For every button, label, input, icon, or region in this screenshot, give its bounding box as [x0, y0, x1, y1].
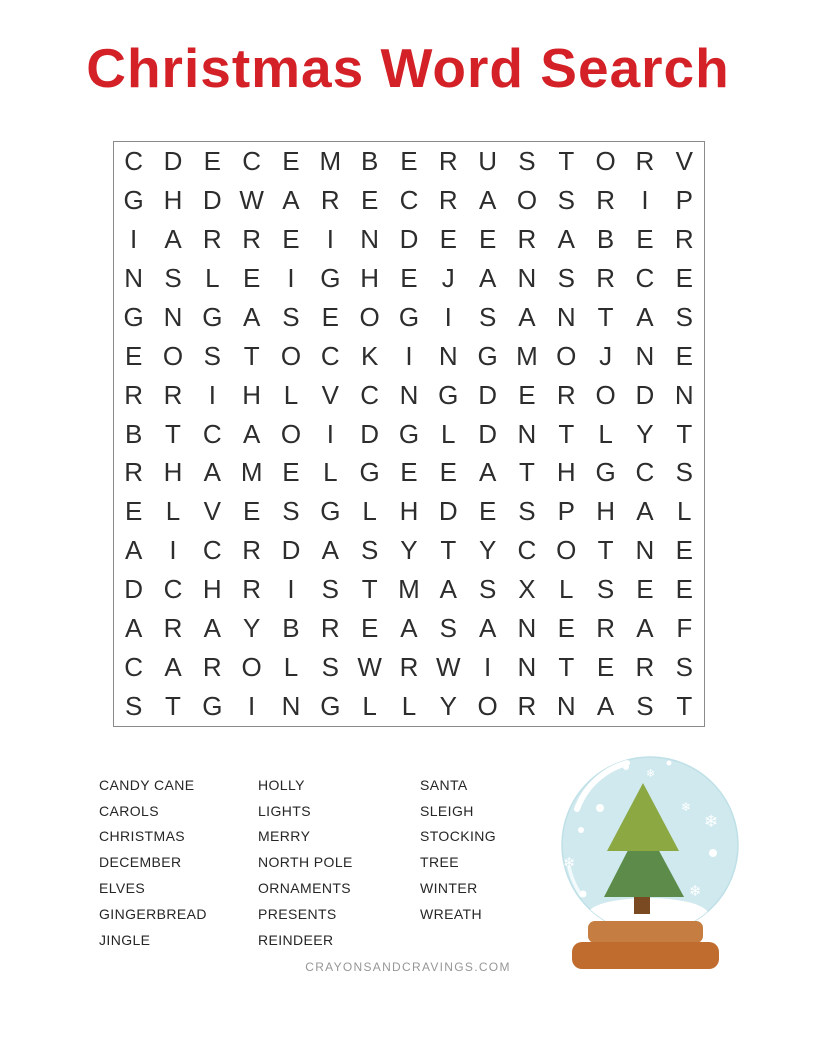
grid-cell: R	[438, 145, 458, 176]
tree-trunk	[634, 895, 650, 914]
grid-cell: N	[635, 535, 655, 566]
grid-cell: R	[596, 184, 615, 215]
grid-cell: S	[557, 184, 575, 215]
grid-cell: C	[635, 262, 655, 293]
grid-cell: V	[321, 379, 339, 410]
grid-cell: E	[360, 613, 379, 644]
grid-cell: G	[438, 379, 459, 410]
word-list-item: JINGLE	[99, 931, 151, 948]
grid-cell: S	[203, 340, 221, 371]
snow-dot	[623, 764, 629, 770]
grid-cell: S	[282, 301, 300, 332]
grid-cell: D	[478, 379, 497, 410]
grid-cell: P	[557, 496, 575, 527]
grid-cell: E	[242, 262, 261, 293]
grid-cell: A	[478, 457, 497, 488]
grid-cell: E	[360, 184, 379, 215]
grid-cell: G	[320, 262, 341, 293]
grid-row	[114, 531, 704, 570]
grid-cell: P	[675, 184, 693, 215]
grid-cell: C	[202, 418, 222, 449]
grid-cell: E	[439, 223, 457, 254]
grid-cell: B	[596, 223, 615, 254]
grid-cell: D	[360, 418, 380, 449]
grid-cell: A	[164, 652, 182, 683]
grid-cell: L	[205, 262, 220, 293]
grid-cell: H	[163, 457, 183, 488]
word-list-item: STOCKING	[420, 828, 497, 845]
grid-cell: T	[243, 340, 260, 371]
grid-cell: O	[477, 691, 498, 722]
grid-cell: S	[675, 652, 693, 683]
grid-cell: F	[676, 613, 693, 644]
grid-cell: M	[240, 457, 263, 488]
grid-cell: E	[439, 457, 457, 488]
grid-cell: S	[321, 574, 339, 605]
grid-cell: L	[283, 379, 299, 410]
grid-cell: Y	[400, 535, 418, 566]
grid-cell: G	[398, 301, 420, 332]
grid-cell: R	[517, 691, 537, 722]
grid-cell: N	[517, 652, 537, 683]
grid-cell: E	[400, 262, 418, 293]
grid-cell: A	[518, 301, 536, 332]
snowflake-icon: ❄	[681, 800, 692, 814]
word-list-item: CHRISTMAS	[99, 828, 186, 845]
grid-cell: Y	[439, 691, 457, 722]
grid-cell: S	[675, 301, 693, 332]
grid-cell: S	[636, 691, 654, 722]
grid-row	[114, 648, 704, 687]
grid-cell: S	[518, 496, 536, 527]
grid-cell: A	[439, 574, 457, 605]
grid-cell: N	[556, 301, 576, 332]
grid-cell: H	[360, 262, 380, 293]
grid-cell: E	[596, 652, 615, 683]
word-list-item: LIGHTS	[258, 802, 311, 819]
grid-cell: R	[320, 613, 340, 644]
grid-cell: R	[163, 613, 183, 644]
grid-cell: A	[596, 691, 615, 722]
grid-row	[114, 181, 704, 220]
grid-cell: A	[282, 184, 300, 215]
grid-cell: A	[400, 613, 418, 644]
grid-cell: R	[596, 262, 615, 293]
grid-cell: E	[124, 496, 143, 527]
grid-cell: E	[321, 301, 339, 332]
grid-cell: R	[202, 652, 222, 683]
grid-cell: O	[280, 418, 302, 449]
grid-cell: I	[130, 223, 138, 254]
snow-dot	[578, 827, 584, 833]
grid-cell: E	[400, 457, 418, 488]
grid-row	[114, 337, 704, 376]
grid-cell: A	[478, 262, 497, 293]
grid-cell: D	[202, 184, 222, 215]
grid-cell: G	[202, 301, 223, 332]
grid-cell: C	[163, 574, 183, 605]
grid-cell: C	[202, 535, 222, 566]
grid-cell: S	[282, 496, 300, 527]
word-list-item: WREATH	[420, 905, 483, 922]
grid-cell: G	[320, 496, 341, 527]
grid-cell: A	[164, 223, 182, 254]
grid-cell: L	[598, 418, 613, 449]
grid-cell: D	[635, 379, 655, 410]
grid-cell: E	[478, 496, 497, 527]
grid-cell: G	[123, 301, 144, 332]
grid-cell: E	[242, 496, 261, 527]
grid-cell: T	[558, 418, 575, 449]
grid-cell: N	[124, 262, 144, 293]
grid-cell: M	[319, 145, 342, 176]
grid-cell: T	[676, 691, 693, 722]
grid-cell: T	[597, 301, 614, 332]
grid-cell: S	[518, 145, 536, 176]
grid-cell: H	[202, 574, 222, 605]
grid-cell: O	[280, 340, 302, 371]
grid-cell: C	[635, 457, 655, 488]
word-list-item: TREE	[420, 854, 459, 871]
grid-cell: O	[241, 652, 262, 683]
grid-cell: G	[398, 418, 420, 449]
grid-cell: C	[124, 145, 144, 176]
grid-row	[114, 376, 704, 415]
snow-globe-illustration	[549, 747, 754, 982]
grid-cell: R	[124, 457, 144, 488]
grid-cell: O	[516, 184, 538, 215]
grid-row	[114, 687, 704, 726]
grid-cell: A	[636, 301, 654, 332]
grid-cell: N	[281, 691, 301, 722]
grid-cell: R	[635, 652, 655, 683]
grid-cell: T	[597, 535, 614, 566]
word-list-item: DECEMBER	[99, 854, 182, 871]
grid-cell: I	[169, 535, 177, 566]
grid-row	[114, 454, 704, 493]
grid-cell: E	[400, 145, 418, 176]
grid-cell: N	[517, 262, 537, 293]
grid-cell: A	[636, 613, 654, 644]
snow-dot	[580, 891, 587, 898]
grid-cell: I	[444, 301, 452, 332]
grid-cell: I	[326, 418, 334, 449]
grid-cell: S	[478, 301, 497, 332]
grid-cell: N	[360, 223, 380, 254]
grid-cell: H	[242, 379, 262, 410]
grid-cell: L	[362, 496, 377, 527]
grid-cell: I	[641, 184, 649, 215]
grid-cell: H	[163, 184, 183, 215]
word-list	[99, 772, 539, 957]
grid-cell: E	[636, 223, 654, 254]
grid-cell: R	[320, 184, 340, 215]
grid-cell: S	[675, 457, 693, 488]
grid-cell: C	[320, 340, 340, 371]
grid-cell: H	[399, 496, 419, 527]
snow-dot	[709, 849, 717, 857]
snowflake-icon: ❄	[689, 882, 702, 900]
grid-row	[114, 609, 704, 648]
grid-row	[114, 220, 704, 259]
grid-cell: M	[398, 574, 420, 605]
grid-cell: A	[242, 418, 261, 449]
grid-cell: L	[165, 496, 181, 527]
grid-cell: T	[165, 418, 181, 449]
grid-row	[114, 259, 704, 298]
grid-cell: D	[163, 145, 183, 176]
word-list-item: CAROLS	[99, 802, 159, 819]
grid-cell: S	[360, 535, 379, 566]
grid-cell: A	[124, 613, 143, 644]
grid-cell: C	[242, 145, 262, 176]
grid-cell: O	[595, 379, 616, 410]
page-title: Christmas Word Search	[86, 37, 730, 99]
grid-cell: R	[242, 535, 262, 566]
grid-cell: C	[517, 535, 537, 566]
grid-row	[114, 142, 704, 181]
grid-cell: A	[203, 457, 221, 488]
word-list-item: MERRY	[258, 828, 311, 845]
grid-cell: L	[323, 457, 338, 488]
grid-cell: J	[599, 340, 613, 371]
grid-cell: D	[399, 223, 419, 254]
globe-base-upper	[588, 921, 703, 943]
grid-cell: E	[282, 223, 300, 254]
word-list-column	[99, 772, 207, 953]
grid-cell: A	[478, 184, 497, 215]
grid-cell: E	[124, 340, 143, 371]
grid-cell: R	[399, 652, 419, 683]
grid-cell: A	[321, 535, 339, 566]
grid-cell: N	[163, 301, 183, 332]
grid-cell: K	[360, 340, 379, 371]
grid-cell: S	[124, 691, 143, 722]
grid-cell: N	[517, 418, 537, 449]
grid-cell: D	[478, 418, 497, 449]
word-list-item: NORTH POLE	[258, 854, 353, 871]
grid-cell: R	[124, 379, 144, 410]
grid-cell: H	[556, 457, 576, 488]
grid-row	[114, 415, 704, 454]
snow-dot	[596, 804, 604, 812]
grid-cell: R	[242, 574, 262, 605]
word-list-item: HOLLY	[258, 776, 305, 793]
grid-cell: O	[556, 340, 577, 371]
grid-cell: V	[203, 496, 221, 527]
grid-cell: B	[124, 418, 143, 449]
grid-cell: C	[360, 379, 380, 410]
word-list-column	[258, 772, 353, 953]
snowflake-icon: ❄	[646, 767, 656, 780]
word-list-item: SLEIGH	[420, 802, 474, 819]
snowflake-icon: ❄	[563, 854, 576, 872]
grid-cell: U	[478, 145, 497, 176]
grid-cell: D	[124, 574, 144, 605]
word-list-column	[420, 772, 496, 927]
grid-cell: E	[282, 145, 300, 176]
grid-cell: G	[359, 457, 380, 488]
grid-cell: E	[675, 574, 693, 605]
grid-cell: B	[282, 613, 300, 644]
grid-cell: T	[440, 535, 457, 566]
grid-cell: H	[596, 496, 615, 527]
grid-cell: R	[556, 379, 576, 410]
grid-cell: T	[676, 418, 693, 449]
grid-cell: B	[360, 145, 379, 176]
grid-cell: S	[439, 613, 457, 644]
grid-cell: I	[326, 223, 334, 254]
grid-cell: I	[287, 574, 295, 605]
word-list-item: PRESENTS	[258, 905, 337, 922]
grid-cell: E	[478, 223, 497, 254]
grid-cell: L	[559, 574, 574, 605]
snowflake-icon: ❄	[704, 812, 719, 832]
grid-cell: Y	[636, 418, 654, 449]
grid-cell: L	[441, 418, 456, 449]
grid-row	[114, 492, 704, 531]
grid-cell: V	[675, 145, 693, 176]
grid-cell: A	[636, 496, 654, 527]
grid-cell: E	[675, 340, 693, 371]
grid-row	[114, 570, 704, 609]
grid-cell: R	[674, 223, 694, 254]
grid-cell: T	[558, 145, 575, 176]
word-list-item: WINTER	[420, 880, 478, 897]
grid-cell: I	[248, 691, 256, 722]
word-search-grid	[113, 141, 705, 727]
grid-cell: W	[436, 652, 461, 683]
grid-cell: E	[518, 379, 536, 410]
grid-cell: Y	[478, 535, 497, 566]
grid-cell: N	[399, 379, 419, 410]
word-list-item: REINDEER	[258, 931, 334, 948]
grid-cell: A	[478, 613, 497, 644]
grid-cell: N	[438, 340, 458, 371]
grid-cell: T	[165, 691, 181, 722]
grid-cell: N	[674, 379, 694, 410]
grid-cell: O	[556, 535, 577, 566]
grid-cell: S	[557, 262, 575, 293]
grid-cell: L	[677, 496, 692, 527]
grid-cell: G	[595, 457, 616, 488]
grid-cell: J	[441, 262, 455, 293]
grid-cell: C	[399, 184, 419, 215]
grid-cell: X	[518, 574, 536, 605]
grid-cell: Y	[242, 613, 261, 644]
grid-cell: T	[361, 574, 378, 605]
grid-cell: E	[675, 262, 693, 293]
grid-cell: L	[401, 691, 417, 722]
grid-cell: R	[242, 223, 262, 254]
grid-cell: C	[124, 652, 144, 683]
grid-cell: E	[636, 574, 654, 605]
grid-cell: W	[357, 652, 382, 683]
grid-cell: W	[239, 184, 264, 215]
grid-cell: A	[124, 535, 143, 566]
grid-cell: A	[242, 301, 261, 332]
grid-cell: O	[359, 301, 380, 332]
grid-cell: I	[484, 652, 492, 683]
grid-cell: D	[281, 535, 301, 566]
grid-cell: N	[517, 613, 537, 644]
grid-cell: G	[202, 691, 223, 722]
word-list-item: GINGERBREAD	[99, 905, 207, 922]
word-list-item: SANTA	[420, 776, 468, 793]
grid-cell: R	[163, 379, 183, 410]
snow-dot	[667, 761, 672, 766]
page-footer: CRAYONSANDCRAVINGS.COM	[305, 960, 511, 974]
grid-cell: T	[558, 652, 575, 683]
grid-cell: A	[203, 613, 221, 644]
word-list-item: ELVES	[99, 880, 146, 897]
word-list-item: ORNAMENTS	[258, 880, 352, 897]
grid-cell: I	[208, 379, 216, 410]
grid-cell: R	[635, 145, 655, 176]
grid-cell: G	[320, 691, 341, 722]
grid-cell: D	[438, 496, 458, 527]
grid-cell: S	[596, 574, 615, 605]
grid-cell: G	[477, 340, 498, 371]
grid-cell: O	[162, 340, 184, 371]
grid-cell: T	[519, 457, 535, 488]
grid-cell: R	[438, 184, 458, 215]
grid-cell: E	[282, 457, 300, 488]
grid-cell: L	[362, 691, 377, 722]
grid-cell: S	[164, 262, 182, 293]
grid-row	[114, 298, 704, 337]
grid-cell: E	[203, 145, 221, 176]
grid-cell: S	[321, 652, 339, 683]
grid-cell: R	[596, 613, 615, 644]
grid-cell: G	[123, 184, 144, 215]
grid-cell: I	[405, 340, 413, 371]
grid-cell: R	[202, 223, 222, 254]
grid-cell: N	[635, 340, 655, 371]
grid-cell: S	[478, 574, 497, 605]
grid-cell: R	[517, 223, 537, 254]
grid-cell: L	[283, 652, 299, 683]
grid-cell: E	[675, 535, 693, 566]
grid-cell: M	[516, 340, 538, 371]
grid-cell: N	[556, 691, 576, 722]
grid-cell: E	[557, 613, 575, 644]
word-list-item: CANDY CANE	[99, 776, 195, 793]
grid-cell: O	[595, 145, 616, 176]
grid-cell: I	[287, 262, 295, 293]
grid-cell: A	[557, 223, 575, 254]
